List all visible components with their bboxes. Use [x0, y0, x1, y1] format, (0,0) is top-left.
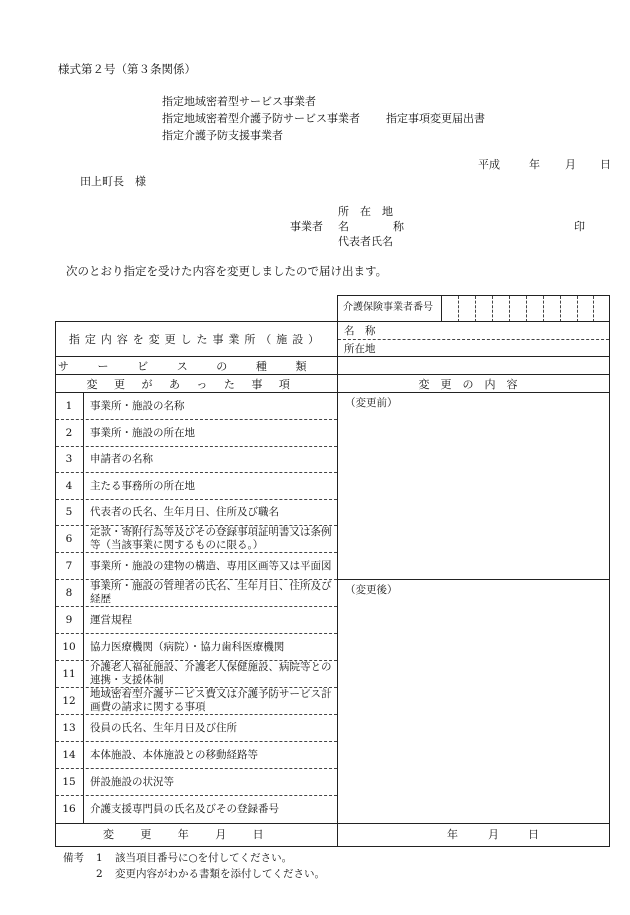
after-label: （変更後） — [345, 584, 398, 596]
item-text: 介護支援専門員の氏名及びその登録番号 — [90, 803, 279, 815]
item-number: 14 — [62, 749, 76, 761]
item-number: 5 — [65, 506, 73, 518]
change-date-month: 月 — [488, 828, 499, 841]
notes-label: 備考 — [63, 852, 84, 864]
item-number: 12 — [62, 695, 76, 707]
change-date-year: 年 — [447, 828, 458, 841]
item-number: 6 — [65, 533, 73, 545]
facility-address-label: 所在地 — [344, 343, 376, 355]
item-text: 地域密着型介護サービス費又は介護予防サービス計画費の請求に関する事項 — [90, 688, 332, 713]
date-month-label: 月 — [565, 158, 576, 171]
item-number: 15 — [62, 776, 76, 788]
note-number: 1 — [96, 852, 103, 864]
applicant-rep-label: 代表者氏名 — [338, 235, 393, 248]
service-type-label: サービスの種類 — [57, 360, 336, 373]
facility-header: 指定内容を変更した事業所（施設） — [68, 333, 325, 346]
item-text: 併設施設の状況等 — [90, 776, 174, 788]
note-number: 2 — [96, 868, 103, 880]
form-number: 様式第２号（第３条関係） — [58, 62, 196, 76]
date-year-label: 年 — [529, 158, 540, 171]
item-number: 1 — [65, 400, 73, 412]
item-text: 介護老人福祉施設、介護老人保健施設、病院等との連携・支援体制 — [90, 661, 332, 686]
item-number: 9 — [65, 614, 73, 626]
item-text: 事業所・施設の名称 — [90, 400, 185, 412]
change-date-label: 変更年月日 — [103, 828, 290, 841]
note-text: 変更内容がわかる書類を添付してください。 — [115, 868, 325, 880]
intro-text: 次のとおり指定を受けた内容を変更しましたので届け出ます。 — [66, 264, 388, 278]
document-title: 指定事項変更届出書 — [386, 112, 485, 125]
applicant-name-label: 名 称 — [338, 220, 404, 233]
item-number: 13 — [62, 722, 76, 734]
applicant-role-label: 事業者 — [290, 220, 323, 233]
business-type-1: 指定地域密着型サービス事業者 — [162, 95, 316, 108]
business-type-3: 指定介護予防支援事業者 — [162, 129, 283, 142]
item-number: 8 — [65, 587, 73, 599]
item-number: 2 — [65, 427, 73, 439]
item-number: 16 — [62, 803, 76, 815]
item-text: 役員の氏名、生年月日及び住所 — [90, 722, 237, 734]
item-text: 本体施設、本体施設との移動経路等 — [90, 749, 258, 761]
item-text: 代表者の氏名、生年月日、住所及び職名 — [90, 506, 279, 518]
seal-mark: 印 — [574, 220, 585, 233]
item-number: 4 — [65, 480, 73, 492]
item-text: 定款・寄附行為等及びその登録事項証明書又は条例等（当該事業に関するものに限る。） — [90, 526, 332, 551]
item-number: 7 — [65, 560, 73, 572]
item-text: 運営規程 — [90, 614, 132, 626]
facility-name-label: 名 称 — [344, 325, 376, 337]
item-number: 3 — [65, 453, 73, 465]
note-text: 該当項目番号に○を付してください。 — [115, 852, 293, 864]
change-content-header: 変更の内容 — [418, 378, 529, 391]
applicant-location-label: 所 在 地 — [338, 205, 393, 218]
item-number: 11 — [62, 668, 76, 680]
item-text: 事業所・施設の建物の構造、専用区画等又は平面図 — [90, 560, 332, 572]
item-text: 主たる事務所の所在地 — [90, 480, 195, 492]
date-era: 平成 — [478, 158, 500, 171]
item-text: 申請者の名称 — [90, 453, 153, 465]
change-date-day: 日 — [528, 828, 539, 841]
item-number: 10 — [62, 641, 76, 653]
item-text: 事業所・施設の管理者の氏名、生年月日、住所及び経歴 — [90, 580, 332, 605]
changed-items-header: 変更があった事項 — [86, 378, 307, 391]
date-day-label: 日 — [600, 158, 611, 171]
addressee: 田上町長 様 — [80, 175, 146, 188]
provider-number-label: 介護保険事業者番号 — [343, 302, 433, 313]
item-text: 協力医療機関（病院）・協力歯科医療機関 — [90, 641, 285, 653]
before-label: （変更前） — [345, 397, 398, 409]
business-type-2: 指定地域密着型介護予防サービス事業者 — [162, 112, 360, 125]
item-text: 事業所・施設の所在地 — [90, 427, 195, 439]
